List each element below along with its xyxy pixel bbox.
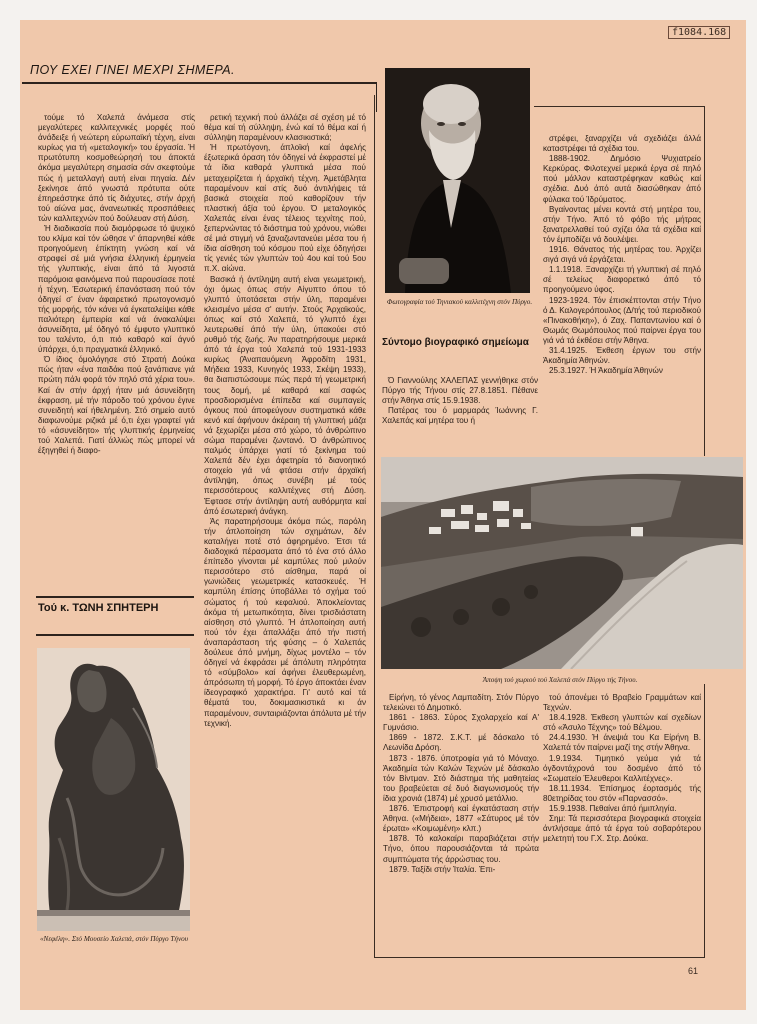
- halepas-portrait-image: [385, 68, 530, 293]
- sculpture-nefeli-image: [37, 648, 190, 931]
- bio-paragraph: 1879. Ταξίδι στήν Ίταλία. Έπι-: [389, 864, 496, 874]
- bio-column-lower-right: [543, 693, 701, 955]
- bio-paragraph: Σημ: Τά περισσότερα βιογραφικά στοιχεία άντλήσαμε άπό τά έργα τού σοβαρότερου μελετητή του Γ.Χ. Στρ. Δούκα.: [543, 814, 701, 844]
- landscape-photo: [381, 457, 743, 669]
- author-heading: Τού κ. ΤΩΝΗ ΣΠΗΤΕΡΗ: [38, 602, 159, 614]
- bio-paragraph: 1.9.1934. Τιμητικό γεύμα γιά τά όγδοντάχρονά του δοσμένο άπό τό «Σωματείο Έλευθεροι Καλλιτέχνες».: [543, 753, 701, 783]
- article-column-2: [204, 113, 366, 963]
- bio-paragraph: 25.3.1927. Ή Άκαδημία Άθηνών: [549, 366, 663, 376]
- bio-box-right-upper: [704, 106, 705, 456]
- bio-paragraph: 18.4.1928. Έκθεση γλυπτών καί σχεδίων στό «Άσυλο Τέχνης» τού Βέλμου.: [543, 713, 701, 733]
- sculpture-photo: [37, 648, 190, 931]
- bio-paragraph: 31.4.1925. Έκθεση έργων του στήν Άκαδημία Άθηνών.: [543, 345, 701, 366]
- bio-paragraph: Ό Γιαννούλης ΧΑΛΕΠΑΣ γεννήθηκε στόν Πύργο τής Τήνου στίς 27.8.1851. Πέθανε στήν Άθηνα στίς 15.9.1938.: [382, 376, 538, 406]
- bio-heading: Σύντομο βιογραφικό σημείωμα: [382, 337, 529, 348]
- page-number: 61: [688, 966, 699, 976]
- bio-box-right-lower: [704, 684, 705, 958]
- bio-paragraph: 1861 - 1863. Σύρος Σχολαρχείο καί Α' Γυμνάσιο.: [383, 713, 539, 733]
- bio-paragraph: Βγαίνοντας μένει κοντά στή μητέρα του, στήν Τήνο. Άπό τό φόβο τής μήτρας ξανατρελλαθεί τού σχίζει όλα τά σχέδια καί τόν έμποδίζει νά δουλέψει.: [543, 204, 701, 244]
- bio-box-left: [374, 95, 375, 958]
- bio-paragraph: 1888-1902. Δημόσιο Ψυχιατρείο Κερκύρας. Φιλοτεχνεί μερικά έργα σέ πηλό πού μάλλον καταστρέφηκαν καθώς καί σχέδια. Δυό άπό αυτά διασώθηκαν άπό φύλακα τού Ίδρύματος.: [543, 154, 701, 204]
- bio-column-lower-left: [383, 693, 539, 955]
- portrait-photo: [385, 68, 530, 293]
- bio-paragraph: 1916. Θάνατος τής μητέρας του. Άρχίζει σιγά σιγά νά έργάζεται.: [543, 245, 701, 265]
- article-column-1: [38, 113, 195, 583]
- village-landscape-image: [381, 457, 743, 669]
- bio-paragraph: 1.1.1918. Ξαναρχίζει τή γλυπτική σέ πηλό σέ τελείως διαφορετικό άπό τό προηγούμενο ύφος.: [543, 265, 701, 295]
- bio-paragraph: 1869 - 1872. Σ.Κ.Τ. μέ δάσκαλο τό Λεωνίδα Δρόση.: [383, 733, 539, 753]
- landscape-caption: Άποψη τού χωριού τού Χαλεπά στόν Πύργο τής Τήνου.: [482, 676, 638, 684]
- bio-paragraph: Είρήνη, τό γένος Λαμπαδίτη. Στόν Πύργο τελειώνει τό Δημοτικό.: [383, 693, 539, 713]
- bio-box-bottom: [374, 957, 705, 958]
- bio-paragraph: 1923-1924. Τόν έπισκέπτονται στήν Τήνο ό Δ. Καλογερόπουλος (Δ/τής τού περιοδικού «Πινακοθήκη»), ό Ζαχ. Παπαντωνίου καί ό Θωμάς Θωμόπουλος πού παίρνει έργα του γιά νά τά έκθέσει στήν Άθηνα.: [543, 295, 701, 345]
- bio-paragraph: 1876. Έπιστροφή καί έγκατάσταση στήν Άθηνα. («Μήδεια», 1877 «Σάτυρος μέ τόν έρωτα» «Κοιμωμένη» κλπ.): [383, 804, 539, 834]
- portrait-caption: Φωτογραφία τού Τηνιακού καλλιτέχνη στόν Πύργο.: [386, 298, 533, 306]
- bio-intro: [382, 376, 538, 446]
- header-rule: [22, 82, 377, 84]
- bio-paragraph: 15.9.1938. Πεθαίνει άπό ήμιπληγία.: [549, 804, 677, 814]
- bio-box-top: [534, 106, 704, 107]
- bio-paragraph: 1878. Τό καλοκαίρι παραβιάζεται στήν Τήνο, όπου παρουσιάζονται τά πρώτα συμπτώματα τής άρρώστιας του.: [383, 834, 539, 864]
- article-paragraph: ρετική τεχνική πού άλλάζει σέ σχέση μέ τό θέμα καί τή σύλληψη, ένώ καί τό θέμα καί ή σύλληψη παραμένουν κλασικιστικά;: [204, 113, 366, 143]
- article-paragraph: τούμε τό Χαλεπά άνάμεσα στίς μεγαλύτερες καλλιτεχνικές μορφές πού άνάδειξε ή νεώτερη εύρωπαϊκή τέχνη, είναι κυρίως για τή «μεταλογική» του έργασία. Ή πρωτότυπη κοσμοθεώρησή του άποκτά άκόμα μεγαλύτερη σημασία σάν σκεφτούμε πώς ή μεταλλαγή αυτή είναι πηγαία. Δέν ξεκίνησε άπό γνωστά πρότυπα ούτε έπηρεάστηκε άπό τίς διάχυτες, στήν άρχή τού αίώνα μας, άνανεωτικές προσπάθειες τών καλλιτεχνών πού δούλευαν στή Δύση.: [38, 113, 195, 223]
- bio-paragraph: 24.4.1930. Ή άνεψιά του Κα Είρήνη Β. Χαλεπά τόν παίρνει μαζί της στήν Άθηνα.: [543, 733, 701, 753]
- bio-column-right: [543, 134, 701, 454]
- article-paragraph: Άς παρατηρήσουμε άκόμα πώς, παρόλη τήν άπλοποίηση τών σχημάτων, δέν καταλήγει ποτέ στό άφηρημένο. Έτσι τά διαδοχικά πέρασματα άπό τό ένα στό άλλο έπίπεδο γίνονται μέ καμπύλες πού μιλούν περισσότερο στό αίσθημα, παρά οί γωνιώδεις γεωμετρικές κατασκευές. Ή καμπύλη έπίσης ύποβάλλει τό σχήμα τού σώματος ή τού κεφαλιού. Άποκλείοντας άκόμα τή μετωπικότητα, δίνει τρισδιάστατη αίσθηση στό γλυπτό. Ή άπλοποίηση αυτή πού τόν έχει άπαλλάξει άπό τήν πιστή άναπαράσταση τής φύσης – ό Χαλεπάς δούλευε άπό μνήμη, δίχως μοντέλο – τόν όδηγεί νά έκφράσει μέ άπόλυτη πληρότητα τό «σύμβολο» καί άφήνει έλευθερωμένη, άπρόσωπη τή μορφή. Τό έργο άποκτάει έναν ίδεογραφικό χαρακτήρα. Γι' αυτό καί τά θέματά του, δοκιμασικιστικά κι άν παραμένουν, συνταιριάζονται άπόλυτα μέ τήν τεχνική.: [204, 516, 366, 728]
- bio-paragraph: Πατέρας του ό μαρμαράς Ίωάννης Γ. Χαλεπάς καί μητέρα του ή: [382, 406, 538, 426]
- author-rule-bottom: [36, 634, 194, 636]
- article-paragraph: Ή διαδικασία πού διαμόρφωσε τό ψυχικό του κλίμα καί τόν ώθησε ν' άπαρνηθεί κάθε προηγούμενη έπίκτητη γνώση καί νά στραφεί σέ μιά γνήσια έλληνική έρμηνεία τής γλυπτικής, είναι άπό τά λιγοστά παρόμοια φαινόμενα πού παρουσίασε ποτέ ή τέχνη. Έσωτερική έπανάσταση πού τόν όδηγεί σ' έναν άφαιρετικό πρωτογονισμό τής μορφής, τόν κάνει νά έγκαταλείψει κάθε παλιότερη έμπειρία καί νά άνακαλύψει άσυνείδητα, μέ όδηγό τό έμφυτο γλυπτικό του ταλέντο, ό,τι πιό καθαρό καί άγνό ύπάρχει, ό,τι πραγματικά έλληνικό.: [38, 224, 195, 355]
- sculpture-caption: «Νεφέλη». Στό Μουσείο Χαλεπά, στόν Πύργο Τήνου: [39, 935, 189, 943]
- bio-paragraph: 18.11.1934. Έπίσημος έορτασμός τής 80ετηρίδας του στόν «Παρνασσό».: [543, 783, 701, 803]
- header-rule-end: [376, 82, 377, 112]
- article-paragraph: Ή πρωτόγονη, άπλοϊκή καί άφελής έξωτερικά όραση τόν όδηγεί νά έκφραστεί μέ τά ίδια καθαρά γλυπτικά μέσα πού μεταχειρίζεται ή άρχαϊκή τέχνη. Άμετάβλητα παραμένουν καί στίς δυό άντιλήψεις τά βασικά στοιχεία πού καθορίζουν τήν πλαστική άξία τού έργου. Ό μεταλογικός Χαλεπάς είναι ένας τέλειος τεχνίτης πού, ξεπερνώντας τό διάστημα τού χρόνου, νιώθει σέ μιά στιγμή νά ξαναζωντανεύει μέσα του ή ίδια αίσθηση τού κόσμου πού είχε όδηγήσει τίς γενιές τών γλυπτών τού 4ου καί τού 5ου π.Χ. αίώνα.: [204, 143, 366, 274]
- article-paragraph: Βασικά ή άντίληψη αυτή είναι γεωμετρική, όχι όμως όπως στήν Αίγυπτο όπου τό γλυπτό ύποτάσεται στήν ύλη, παραμένει κλεισμένο μέσα σ' αυτήν. Στούς Άρχαϊκούς, όπως καί στό Χαλεπά, τό γλυπτό έχει λευτερωθεί άπό τήν ύλη, ύπακούει στό ρυθμό τής ζωής. Άν παρατηρήσουμε μερικά άπό τά έργα τού Χαλεπά τού 1931-1933 κυρίως (Άναπαυόμενη Άφροδίτη 1931, Μήδεια 1933, Κυνηγός 1933, Σκέψη 1933), θα διαπιστώσουμε πώς περά τή γεωμετρική τους δομή, μέ καθαρά καί σαφώς προσδιορισμένα έπίπεδα καί συμπαγείς όγκους πού άποφεύγουν συστηματικά κάθε κενό καί άφήνουν άκέραιη τή γλυπτική μάζα νά ξεχωρίζει μέσα στό χώρο, τό άνθρώπινο σώμα παραμένει ζωντανό. Ό άνθρώπινος παλμός ύπάρχει γιατί τό ξεκίνημα τού Χαλεπά δέν έχει άφετηρία τό διανοητικό στοιχείο γιά νά φτάσει στήν άρχαϊκή άντίληψη, όπως συνέβη μέ τούς περισσότερους καλλιτέχνες στή Δύση. Έφτασε στήν άντίληψη αυτή αυθόρμητα καί άπό έσωτερική άνάγκη.: [204, 274, 366, 516]
- bio-paragraph: στρέφει, ξαναρχίζει νά σχεδιάζει άλλά καταστρέφει τά σχέδια του.: [543, 134, 701, 154]
- article-paragraph: Ό ίδιος όμολόγησε στό Στρατή Δούκα πώς ήταν «ένα παιδάκι πού ξανάπιανε γιά πρώτη πάλι φορά τόν πηλό στά χέρια του». Καί άν στήν άρχή ήταν μιά άσυνείδητη έκφραση, μέ τήν πάροδο τού χρόνου έγινε συνειδητή καί ήθελημένη. Στό σημείο αυτό διαφωνούμε ριζικά μέ ό,τι έχει γραφτεί γιά τό «άσυνείδητο» τής γλυπτικής έρμηνείας τού Χαλεπά. Γιατί άλλιώς πώς μπορεί νά έξηγηθεί ή διαφο-: [38, 355, 195, 456]
- page-header: ΠΟΥ ΕΧΕΙ ΓΙΝΕΙ ΜΕΧΡΙ ΣΗΜΕΡΑ.: [30, 63, 235, 77]
- bio-paragraph: 1873 - 1876. ύποτροφία γιά τό Μόναχο. Άκαδημία τών Καλών Τεχνών μέ δάσκαλο τόν Βίντμαν. Στό διάστημα τής μαθητείας του βραβεύεται σέ δυό διαγωνισμούς τήν ίδια χρονιά (1874) μέ χρυσό μετάλλιο.: [383, 753, 539, 803]
- archive-annotation: f1084.168: [668, 26, 730, 39]
- bio-paragraph: τού άπονέμει τό Βραβείο Γραμμάτων καί Τεχνών.: [543, 693, 701, 713]
- author-rule-top: [36, 596, 194, 598]
